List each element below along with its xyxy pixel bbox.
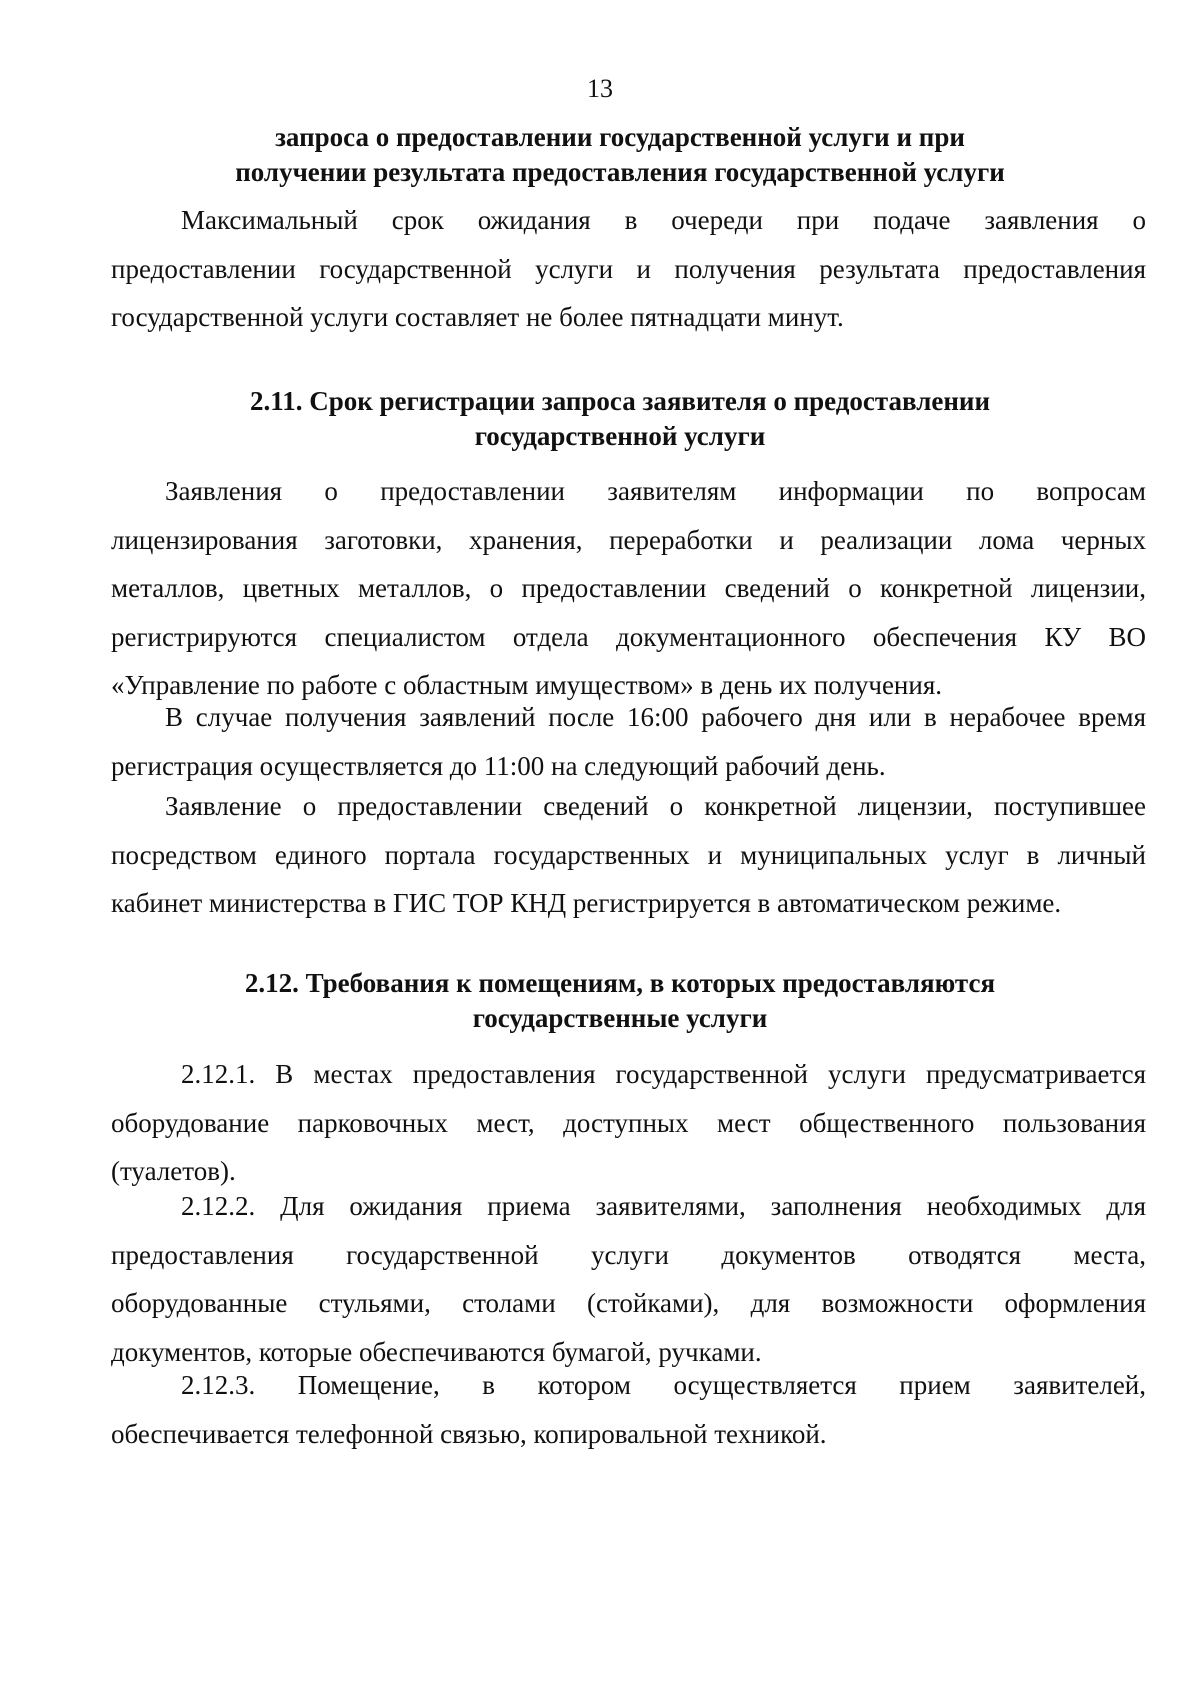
section-2-11-paragraph-1	[111, 467, 1146, 710]
paragraph-line: 2.12.2. Для ожидания приема заявителями, заполнения необходимых для	[181, 1191, 1146, 1221]
paragraph-line: документов, которые обеспечиваются бумагой, ручками.	[111, 1336, 762, 1367]
paragraph-line: регистрируются специалистом отдела документационного обеспечения КУ ВО	[111, 621, 1146, 652]
paragraph-line: Заявления о предоставлении заявителям информации по вопросам	[165, 476, 1146, 506]
section-2-11-heading-line-2: государственной услуги	[474, 421, 766, 451]
paragraph-line: государственной услуги составляет не более пятнадцати минут.	[111, 302, 844, 332]
section-2-12-heading	[100, 966, 1140, 1036]
section-2-11-heading-line-1: 2.11. Срок регистрации запроса заявителя о предоставлении	[249, 386, 991, 416]
top-heading-line-1: запроса о предоставлении государственной услуги и при	[275, 122, 965, 152]
paragraph-line: лицензирования заготовки, хранения, переработки и реализации лома черных	[111, 524, 1146, 555]
paragraph-line: Максимальный срок ожидания в очереди при подаче заявления о	[181, 205, 1146, 235]
paragraph-line: 2.12.3. Помещение, в котором осуществляется прием заявителей,	[181, 1370, 1146, 1400]
paragraph-line: кабинет министерства в ГИС ТОР КНД регистрируется в автоматическом режиме.	[111, 888, 1062, 918]
top-heading	[100, 120, 1140, 190]
paragraph-line: предоставлении государственной услуги и получения результата предоставления	[111, 253, 1146, 284]
paragraph-line: 2.12.1. В местах предоставления государственной услуги предусматривается	[181, 1059, 1146, 1089]
section-2-11-paragraph-3	[111, 782, 1146, 928]
section-2-12-2-paragraph	[111, 1182, 1146, 1376]
paragraph-line: В случае получения заявлений после 16:00 рабочего дня или в нерабочее время	[165, 702, 1146, 732]
paragraph-line: регистрация осуществляется до 11:00 на следующий рабочий день.	[111, 750, 886, 781]
paragraph-line: предоставления государственной услуги документов отводятся места,	[111, 1239, 1146, 1270]
paragraph-line: оборудование парковочных мест, доступных мест общественного пользования	[111, 1107, 1146, 1138]
section-2-11-heading	[100, 384, 1140, 454]
intro-paragraph	[111, 196, 1146, 342]
paragraph-line: (туалетов).	[111, 1156, 236, 1186]
paragraph-line: «Управление по работе с областным имуществом» в день их получения.	[111, 670, 943, 700]
section-2-12-heading-line-2: государственные услуги	[472, 1003, 768, 1033]
page-number: 13	[587, 74, 613, 103]
section-2-12-3-paragraph	[111, 1361, 1146, 1458]
section-2-11-paragraph-2	[111, 693, 1146, 790]
paragraph-line: оборудованные стульями, столами (стойками), для возможности оформления	[111, 1288, 1146, 1318]
paragraph-line: металлов, цветных металлов, о предоставлении сведений о конкретной лицензии,	[111, 573, 1146, 603]
section-2-12-1-paragraph	[111, 1050, 1146, 1196]
paragraph-line: обеспечивается телефонной связью, копировальной техникой.	[111, 1418, 827, 1449]
paragraph-line: Заявление о предоставлении сведений о конкретной лицензии, поступившее	[165, 791, 1146, 821]
paragraph-line: посредством единого портала государственных и муниципальных услуг в личный	[111, 839, 1146, 870]
section-2-12-heading-line-1: 2.12. Требования к помещениям, в которых предоставляются	[244, 968, 996, 998]
top-heading-line-2: получении результата предоставления государственной услуги	[235, 157, 1005, 187]
